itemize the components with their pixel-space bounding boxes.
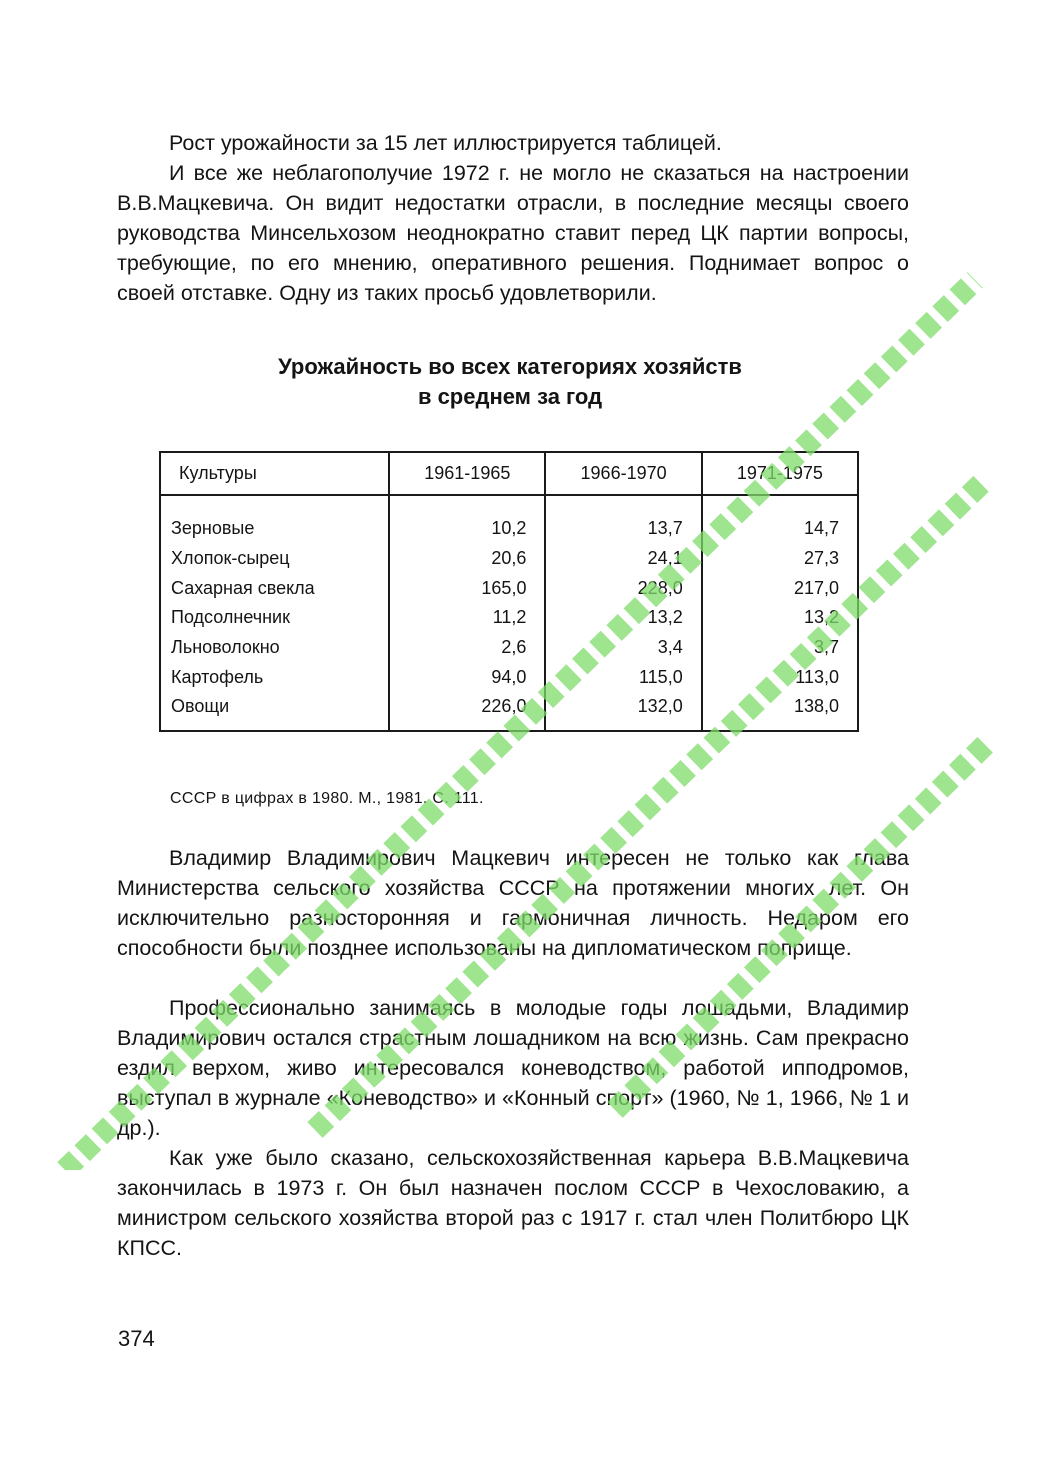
yield-value: 94,0 xyxy=(389,662,545,692)
yield-value: 20,6 xyxy=(389,544,545,574)
table-source-note: СССР в цифрах в 1980. М., 1981. С. 111. xyxy=(170,790,484,807)
crop-name: Подсолнечник xyxy=(160,603,389,633)
crop-name: Овощи xyxy=(160,692,389,731)
intro-paragraph-1: Рост урожайности за 15 лет иллюстрируется таблицей. xyxy=(169,131,722,155)
yield-value: 11,2 xyxy=(389,603,545,633)
page-number: 374 xyxy=(118,1326,155,1351)
yield-value: 226,0 xyxy=(389,692,545,731)
table-row xyxy=(160,544,858,574)
header-period-1971-1975: 1971-1975 xyxy=(702,452,858,495)
yield-value: 2,6 xyxy=(389,633,545,663)
body-paragraph-1: Владимир Владимирович Мацкевич интересен не только как глава Министерства сельского хозяйства СССР на протяжении многих лет. Он исключительно разносторонняя и гармоничная личность. Недаром его способности были позднее использованы на дипломатическом поприще. xyxy=(117,846,909,960)
table-row xyxy=(160,603,858,633)
crop-name: Сахарная свекла xyxy=(160,573,389,603)
yield-table xyxy=(159,451,859,732)
yield-value: 10,2 xyxy=(389,495,545,544)
yield-value: 115,0 xyxy=(545,662,701,692)
yield-value: 27,3 xyxy=(702,544,858,574)
yield-value: 138,0 xyxy=(702,692,858,731)
yield-value: 228,0 xyxy=(545,573,701,603)
crop-name: Хлопок-сырец xyxy=(160,544,389,574)
table-row xyxy=(160,573,858,603)
table-title-line-1: Урожайность во всех категориях хозяйств xyxy=(278,354,742,379)
table-row xyxy=(160,495,858,544)
yield-value: 14,7 xyxy=(702,495,858,544)
body-paragraph-3: Как уже было сказано, сельскохозяйственная карьера В.В.Мацкевича закончилась в 1973 г. Он был назначен послом СССР в Чехословакию, а министром сельского хозяйства второй раз с 1917 г. стал член Политбюро ЦК КПСС. xyxy=(117,1146,909,1260)
table-row xyxy=(160,692,858,731)
table-title-line-2: в среднем за год xyxy=(417,384,603,409)
yield-value: 3,7 xyxy=(702,633,858,663)
crop-name: Зерновые xyxy=(160,495,389,544)
yield-value: 13,2 xyxy=(545,603,701,633)
yield-value: 24,1 xyxy=(545,544,701,574)
body-paragraph-2: Профессионально занимаясь в молодые годы лошадьми, Владимир Владимирович остался страстным лошадником на всю жизнь. Сам прекрасно ездил верхом, живо интересовался коневодством, работой ипподромов, выступал в журнале «Коневодство» и «Конный спорт» (1960, № 1, 1966, № 1 и др.). xyxy=(117,996,909,1140)
yield-value: 3,4 xyxy=(545,633,701,663)
yield-value: 165,0 xyxy=(389,573,545,603)
table-row xyxy=(160,633,858,663)
yield-value: 113,0 xyxy=(702,662,858,692)
header-period-1966-1970: 1966-1970 xyxy=(545,452,701,495)
yield-value: 13,7 xyxy=(545,495,701,544)
header-period-1961-1965: 1961-1965 xyxy=(389,452,545,495)
table-header-row xyxy=(160,452,858,495)
table-row xyxy=(160,662,858,692)
intro-paragraph-2: И все же неблагополучие 1972 г. не могло не сказаться на настроении В.В.Мацкевича. Он видит недостатки отрасли, в последние месяцы своего руководства Минсельхозом неоднократно ставит перед ЦК партии вопросы, требующие, по его мнению, оперативного решения. Поднимает вопрос о своей отставке. Одну из таких просьб удовлетворили. xyxy=(117,161,909,305)
yield-value: 217,0 xyxy=(702,573,858,603)
yield-value: 13,2 xyxy=(702,603,858,633)
header-crops: Культуры xyxy=(160,452,389,495)
yield-value: 132,0 xyxy=(545,692,701,731)
table-title xyxy=(160,352,860,412)
crop-name: Льноволокно xyxy=(160,633,389,663)
crop-name: Картофель xyxy=(160,662,389,692)
